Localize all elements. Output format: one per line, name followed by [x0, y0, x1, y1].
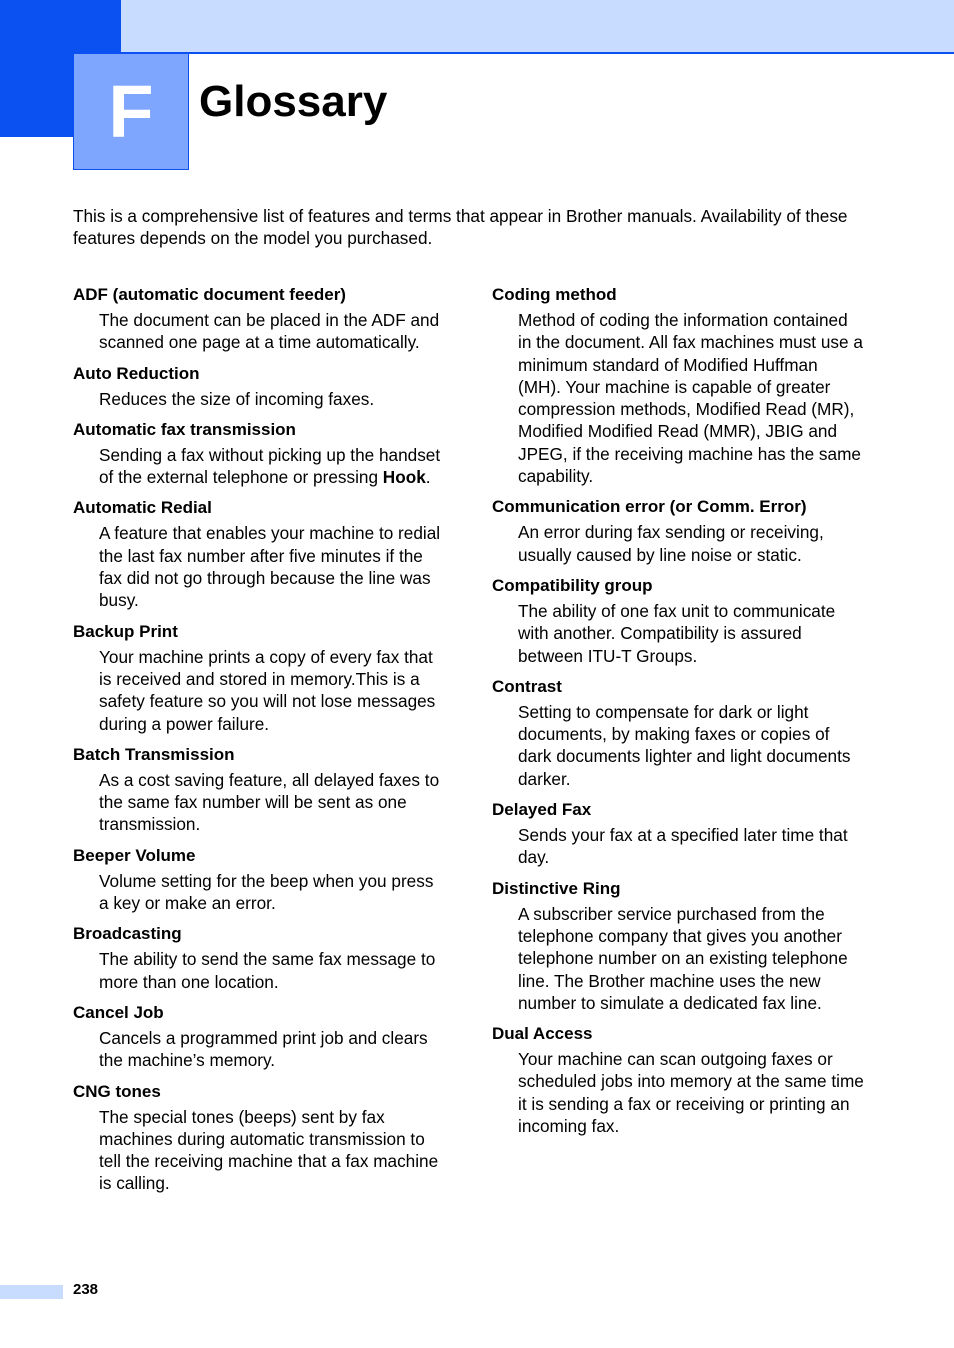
glossary-entry	[492, 284, 864, 487]
glossary-term: Distinctive Ring	[492, 878, 621, 898]
glossary-column-right	[492, 284, 864, 1146]
glossary-entry	[492, 878, 864, 1014]
glossary-entry	[73, 419, 445, 489]
glossary-entry	[73, 744, 445, 836]
chapter-letter: F	[108, 69, 154, 153]
glossary-definition: The document can be placed in the ADF and scanned one page at a time automatically.	[99, 310, 440, 353]
glossary-definition: A feature that enables your machine to redial the last fax number after five minutes if the fax did not go through because the line was busy.	[99, 523, 441, 611]
glossary-definition: Cancels a programmed print job and clears the machine’s memory.	[99, 1027, 428, 1071]
chapter-letter-box	[73, 53, 189, 170]
hook-key-label: Hook	[382, 467, 426, 488]
glossary-entry	[73, 363, 445, 410]
glossary-definition: Volume setting for the beep when you press a key or make an error.	[99, 870, 434, 914]
glossary-term: Automatic Redial	[73, 498, 212, 518]
glossary-definition: Your machine prints a copy of every fax that is received and stored in memory.This is a safety feature so you will not lose messages during a power failure.	[99, 646, 436, 734]
glossary-term: ADF (automatic document feeder)	[73, 285, 346, 304]
definition-text-end: .	[425, 467, 431, 488]
glossary-definition: Sends your fax at a specified later time that day.	[518, 825, 848, 868]
glossary-term: Beeper Volume	[73, 845, 196, 865]
glossary-entry	[73, 621, 445, 735]
page-number: 238	[73, 1281, 99, 1298]
glossary-definition	[99, 444, 445, 489]
glossary-term: Dual Access	[492, 1024, 593, 1044]
glossary-term: Contrast	[492, 676, 562, 696]
glossary-definition: The special tones (beeps) sent by fax machines during automatic transmission to tell the receiving machine that a fax machine is calling.	[99, 1106, 439, 1194]
glossary-entry	[492, 496, 864, 566]
glossary-definition: Method of coding the information contained in the document. All fax machines must use a minimum standard of Modified Huffman (MH). Your machine is capable of greater compression methods, Modified Read (MR), Modified Modified Read (MMR), JBIG and JPEG, if the receiving machine has the same capability.	[518, 310, 863, 487]
definition-text: Sending a fax without picking up the handset of the external telephone or pressing	[99, 444, 441, 488]
glossary-term: Communication error (or Comm. Error)	[492, 497, 807, 517]
glossary-definition: A subscriber service purchased from the telephone company that gives you another telephone number on an existing telephone line. The Brother machine uses the new number to simulate a dedicated fax line.	[518, 903, 848, 1013]
glossary-entry	[492, 799, 864, 869]
glossary-term: Backup Print	[73, 621, 178, 641]
glossary-term: Delayed Fax	[492, 800, 592, 820]
glossary-term: Automatic fax transmission	[73, 419, 296, 439]
glossary-entry	[492, 575, 864, 667]
glossary-entry	[73, 923, 445, 993]
glossary-definition: As a cost saving feature, all delayed faxes to the same fax number will be sent as one transmission.	[99, 769, 440, 835]
glossary-entry	[73, 1002, 445, 1072]
glossary-entry	[492, 1023, 864, 1137]
footer-bar	[0, 1285, 63, 1299]
glossary-term: Cancel Job	[73, 1002, 164, 1022]
glossary-definition: An error during fax sending or receiving, usually caused by line noise or static.	[518, 522, 824, 565]
glossary-term: Auto Reduction	[73, 363, 200, 383]
glossary-entry	[73, 497, 445, 611]
glossary-column-left	[73, 284, 445, 1204]
page-title: Glossary	[199, 77, 388, 126]
glossary-term: Coding method	[492, 285, 617, 304]
header-band	[0, 0, 954, 52]
glossary-entry	[73, 284, 445, 354]
glossary-definition: Setting to compensate for dark or light documents, by making faxes or copies of dark documents lighter and light documents darker.	[518, 701, 851, 789]
glossary-term: Batch Transmission	[73, 744, 235, 764]
glossary-entry	[73, 845, 445, 915]
glossary-term: CNG tones	[73, 1081, 161, 1101]
glossary-term: Compatibility group	[492, 575, 653, 595]
glossary-term: Broadcasting	[73, 924, 182, 944]
glossary-definition: Reduces the size of incoming faxes.	[99, 388, 375, 409]
intro-paragraph: This is a comprehensive list of features and terms that appear in Brother manuals. Availability of these features depends on the model you purchased.	[73, 206, 848, 249]
glossary-definition: The ability to send the same fax message to more than one location.	[99, 949, 436, 992]
glossary-entry	[73, 1081, 445, 1195]
glossary-entry	[492, 676, 864, 790]
header-rule	[121, 52, 954, 54]
glossary-definition: The ability of one fax unit to communicate with another. Compatibility is assured between ITU-T Groups.	[518, 600, 836, 666]
glossary-definition: Your machine can scan outgoing faxes or scheduled jobs into memory at the same time it is sending a fax or receiving or printing an incoming fax.	[518, 1049, 864, 1137]
